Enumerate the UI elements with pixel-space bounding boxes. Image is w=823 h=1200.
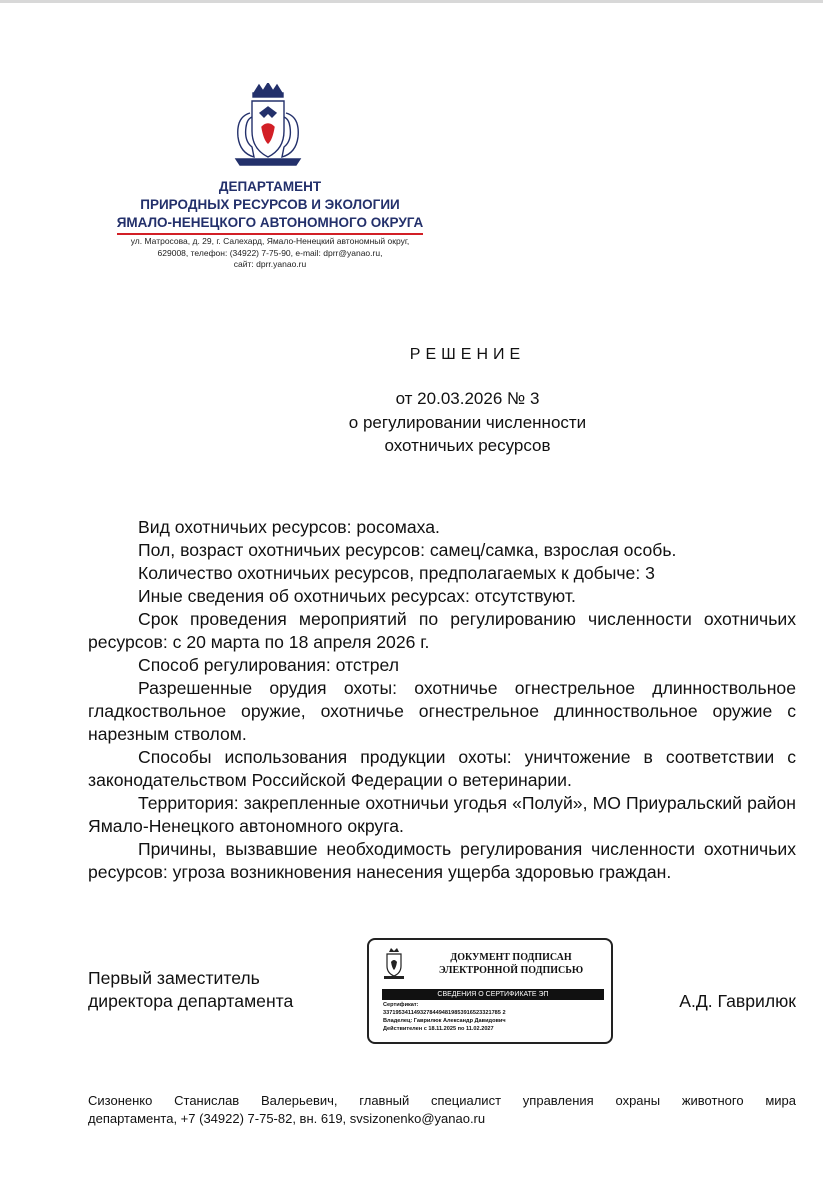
paragraph-period: Срок проведения мероприятий по регулированию численности охотничьих ресурсов: с 20 марта по 18 апреля 2026 г. bbox=[88, 609, 796, 652]
cert-validity: Действителен с 18.11.2025 по 11.02.2027 bbox=[383, 1026, 494, 1032]
stamp-title-line-2: ЭЛЕКТРОННОЙ ПОДПИСЬЮ bbox=[438, 965, 584, 976]
certificate-details bbox=[383, 1001, 506, 1033]
document-subject bbox=[0, 411, 823, 457]
stamp-emblem-icon bbox=[381, 948, 407, 980]
paragraph-species: Вид охотничьих ресурсов: росомаха. bbox=[138, 517, 440, 537]
position-line-2: директора департамента bbox=[88, 991, 294, 1011]
coat-of-arms-icon bbox=[232, 83, 304, 167]
certificate-info-bar: СВЕДЕНИЯ О СЕРТИФИКАТЕ ЭП bbox=[382, 989, 604, 1000]
paragraph-other-info: Иные сведения об охотничьих ресурсах: отсутствуют. bbox=[138, 586, 576, 606]
cert-owner: Владелец: Гаврилюк Александр Давидович bbox=[383, 1018, 506, 1024]
document-date-number: от 20.03.2026 № 3 bbox=[395, 389, 540, 408]
department-name bbox=[90, 178, 450, 235]
subject-line-2: охотничьих ресурсов bbox=[384, 436, 551, 455]
paragraph-quantity: Количество охотничьих ресурсов, предполагаемых к добыче: 3 bbox=[138, 563, 655, 583]
executor-info bbox=[88, 1092, 796, 1128]
electronic-signature-stamp bbox=[367, 938, 613, 1044]
document-title: РЕШЕНИЕ bbox=[409, 346, 526, 363]
cert-label: Сертификат: bbox=[383, 1002, 419, 1008]
signatory-name: А.Д. Гаврилюк bbox=[679, 991, 796, 1011]
decision-body bbox=[88, 516, 796, 884]
subject-line-1: о регулировании численности bbox=[348, 413, 587, 432]
paragraph-weapons: Разрешенные орудия охоты: охотничье огнестрельное длинноствольное гладкоствольное оружие, охотничье огнестрельное длинноствольное оружие с нарезным стволом. bbox=[88, 678, 796, 744]
stamp-title-line-1: ДОКУМЕНТ ПОДПИСАН bbox=[450, 952, 572, 963]
executor-line-1: Сизоненко Станислав Валерьевич, главный специалист управления охраны животного мира bbox=[88, 1093, 796, 1108]
address-line-3: сайт: dprr.yanao.ru bbox=[233, 259, 307, 269]
paragraph-product-use: Способы использования продукции охоты: уничтожение в соответствии с законодательством Российской Федерации о ветеринарии. bbox=[88, 747, 796, 790]
top-border bbox=[0, 0, 823, 3]
department-address bbox=[90, 236, 450, 271]
address-line-2: 629008, телефон: (34922) 7-75-90, e-mail: dprr@yanao.ru, bbox=[157, 247, 383, 258]
paragraph-sex-age: Пол, возраст охотничьих ресурсов: самец/самка, взрослая особь. bbox=[138, 540, 677, 560]
signatory-position bbox=[88, 967, 293, 1013]
dept-line-3: ЯМАЛО-НЕНЕЦКОГО АВТОНОМНОГО ОКРУГА bbox=[117, 214, 424, 235]
paragraph-reasons: Причины, вызвавшие необходимость регулирования численности охотничьих ресурсов: угроза возникновения нанесения ущерба здоровью граждан. bbox=[88, 839, 796, 882]
position-line-1: Первый заместитель bbox=[88, 968, 260, 988]
dept-line-2: ПРИРОДНЫХ РЕСУРСОВ И ЭКОЛОГИИ bbox=[140, 197, 400, 212]
address-line-1: ул. Матросова, д. 29, г. Салехард, Ямало-Ненецкий автономный округ, bbox=[130, 236, 410, 246]
cert-number: 33719534114932784494819853916523321785 2 bbox=[383, 1010, 506, 1016]
paragraph-method: Способ регулирования: отстрел bbox=[138, 655, 399, 675]
dept-line-1: ДЕПАРТАМЕНТ bbox=[218, 179, 322, 194]
executor-line-2: департамента, +7 (34922) 7-75-82, вн. 619, svsizonenko@yanao.ru bbox=[88, 1111, 486, 1126]
stamp-title bbox=[413, 951, 609, 977]
paragraph-territory: Территория: закрепленные охотничьи угодья «Полуй», МО Приуральский район Ямало-Ненецкого автономного округа. bbox=[88, 793, 796, 836]
